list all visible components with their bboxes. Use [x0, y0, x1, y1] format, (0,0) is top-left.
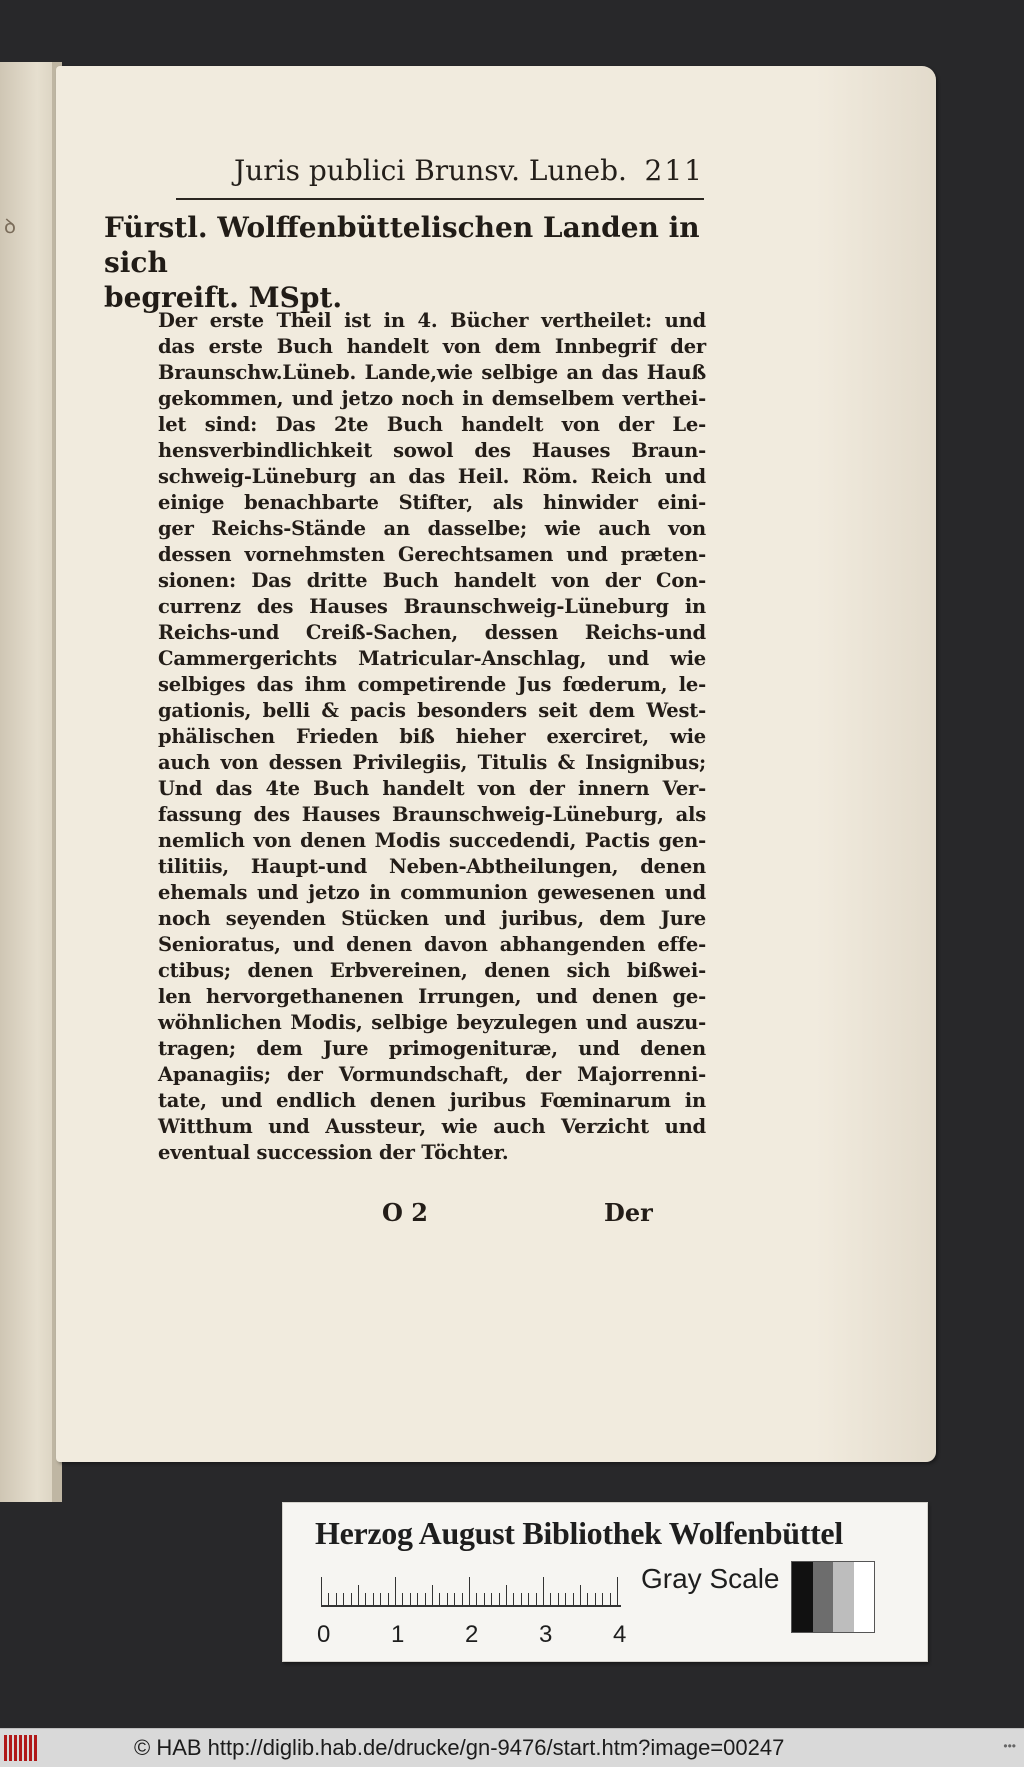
ruler-tick: [499, 1593, 500, 1607]
ruler-tick: [602, 1593, 603, 1607]
ruler-number: 1: [391, 1621, 405, 1648]
ruler-tick: [506, 1585, 507, 1607]
ruler-tick: [536, 1593, 537, 1607]
text-line: hensverbindlichkeit sowol des Hauses Braun-: [158, 439, 706, 462]
ruler-tick: [484, 1593, 485, 1607]
ruler-tick: [513, 1593, 514, 1607]
ruler-tick: [617, 1577, 618, 1607]
running-head: [176, 154, 704, 200]
text-line: sionen: Das dritte Buch handelt von der Con-: [158, 569, 706, 592]
lead-text: Fürstl. Wolffenbüttelischen Landen in sich begreift. MSpt.: [104, 211, 700, 314]
text-line: let sind: Das 2te Buch handelt von der Le-: [158, 413, 706, 436]
ruler-tick: [417, 1593, 418, 1607]
ruler-tick: [454, 1593, 455, 1607]
ruler-tick: [528, 1593, 529, 1607]
ruler-tick: [521, 1593, 522, 1607]
text-line: wöhnlichen Modis, selbige beyzulegen und auszu-: [158, 1011, 706, 1034]
ruler-tick: [380, 1593, 381, 1607]
facing-page-ink-mark: ꝺ: [4, 214, 16, 238]
ruler-tick: [462, 1593, 463, 1607]
body-paragraph: [158, 308, 706, 1166]
measurement-ruler: [317, 1561, 627, 1648]
text-line: tragen; dem Jure primogenituræ, und denen: [158, 1037, 706, 1060]
text-line: schweig-Lüneburg an das Heil. Röm. Reich und: [158, 465, 706, 488]
ruler-tick: [439, 1593, 440, 1607]
swatch-white: [854, 1562, 875, 1632]
text-line: das erste Buch handelt von dem Innbegrif der: [158, 335, 706, 358]
ruler-tick: [491, 1593, 492, 1607]
gray-scale-swatches: [791, 1561, 875, 1633]
text-line: nemlich von denen Modis succedendi, Pactis gen-: [158, 829, 706, 852]
ruler-tick: [432, 1585, 433, 1607]
ruler-tick: [469, 1577, 470, 1607]
ruler-tick: [573, 1593, 574, 1607]
ruler-tick: [580, 1585, 581, 1607]
ruler-tick: [550, 1593, 551, 1607]
page-number: 211: [644, 154, 704, 187]
text-line: Witthum und Aussteur, wie auch Verzicht und: [158, 1115, 706, 1138]
ruler-tick: [476, 1593, 477, 1607]
ruler-tick: [388, 1593, 389, 1607]
text-line: Der erste Theil ist in 4. Bücher vertheilet: und: [158, 309, 706, 332]
text-line: einige benachbarte Stifter, als hinwider eini-: [158, 491, 706, 514]
ruler-number: 3: [539, 1621, 553, 1648]
ruler-tick: [395, 1577, 396, 1607]
text-line: ctibus; denen Erbvereinen, denen sich bißwei-: [158, 959, 706, 982]
library-name: Herzog August Bibliothek Wolfenbüttel: [315, 1515, 843, 1551]
ruler-number: 2: [465, 1621, 479, 1648]
text-line: tate, und endlich denen juribus Fœminarum in: [158, 1089, 706, 1112]
text-line: noch seyenden Stücken und juribus, dem Jure: [158, 907, 706, 930]
text-line: eventual succession der Töchter.: [158, 1141, 509, 1164]
signature-mark: O 2: [382, 1198, 428, 1227]
ruler-tick: [351, 1593, 352, 1607]
swatch-black: [792, 1562, 813, 1632]
ruler-tick: [595, 1593, 596, 1607]
ruler-tick: [328, 1593, 329, 1607]
text-line: Senioratus, und denen davon abhangenden effe-: [158, 933, 706, 956]
footer-credit-link[interactable]: © HAB http://diglib.hab.de/drucke/gn-9476/start.htm?image=00247: [134, 1735, 785, 1760]
viewer-footer: [0, 1728, 1024, 1767]
text-line: ehemals und jetzo in communion gewesenen und: [158, 881, 706, 904]
text-line: currenz des Hauses Braunschweig-Lüneburg in: [158, 595, 706, 618]
book-page: [56, 66, 936, 1462]
hab-logo-icon: [4, 1735, 44, 1761]
ruler-number: 4: [613, 1621, 627, 1648]
gray-scale-label: Gray Scale: [641, 1563, 780, 1594]
text-line: Reichs-und Creiß-Sachen, dessen Reichs-und: [158, 621, 706, 644]
ruler-tick: [587, 1593, 588, 1607]
text-line: Apanagiis; der Vormundschaft, der Majorrenni-: [158, 1063, 706, 1086]
text-line: fassung des Hauses Braunschweig-Lüneburg, als: [158, 803, 706, 826]
text-line: Cammergerichts Matricular-Anschlag, und wie: [158, 647, 706, 670]
ruler-tick: [543, 1577, 544, 1607]
ruler-tick: [447, 1593, 448, 1607]
color-reference-card: [282, 1502, 928, 1662]
ruler-tick: [558, 1593, 559, 1607]
text-line: dessen vornehmsten Gerechtsamen und præten-: [158, 543, 706, 566]
ruler-tick: [343, 1593, 344, 1607]
ruler-tick: [410, 1593, 411, 1607]
swatch-dark-gray: [813, 1562, 834, 1632]
ruler-tick: [402, 1593, 403, 1607]
text-line: auch von dessen Privilegiis, Titulis & Insignibus;: [158, 751, 706, 774]
text-line: selbiges das ihm competirende Jus fœderum, le-: [158, 673, 706, 696]
ruler-tick: [565, 1593, 566, 1607]
ruler-tick: [336, 1593, 337, 1607]
text-line: ger Reichs-Stände an dasselbe; wie auch von: [158, 517, 706, 540]
text-line: len hervorgethanenen Irrungen, und denen ge-: [158, 985, 706, 1008]
text-line: tilitiis, Haupt-und Neben-Abtheilungen, denen: [158, 855, 706, 878]
text-line: Und das 4te Buch handelt von der innern Ver-: [158, 777, 706, 800]
text-line: gationis, belli & pacis besonders seit dem West-: [158, 699, 706, 722]
text-line: Braunschw.Lüneb. Lande,wie selbige an das Hauß: [158, 361, 706, 384]
more-icon[interactable]: •••: [1003, 1739, 1016, 1753]
ruler-tick: [610, 1593, 611, 1607]
catchword: Der: [604, 1198, 653, 1227]
swatch-light-gray: [833, 1562, 854, 1632]
text-line: gekommen, und jetzo noch in demselbem verthei-: [158, 387, 706, 410]
text-line: phälischen Frieden biß hieher exerciret, wie: [158, 725, 706, 748]
ruler-number: 0: [317, 1621, 331, 1648]
running-title: Juris publici Brunsv. Luneb.: [234, 154, 627, 187]
ruler-tick: [425, 1593, 426, 1607]
ruler-tick: [373, 1593, 374, 1607]
ruler-tick: [321, 1577, 322, 1607]
ruler-tick: [365, 1593, 366, 1607]
ruler-tick: [358, 1585, 359, 1607]
